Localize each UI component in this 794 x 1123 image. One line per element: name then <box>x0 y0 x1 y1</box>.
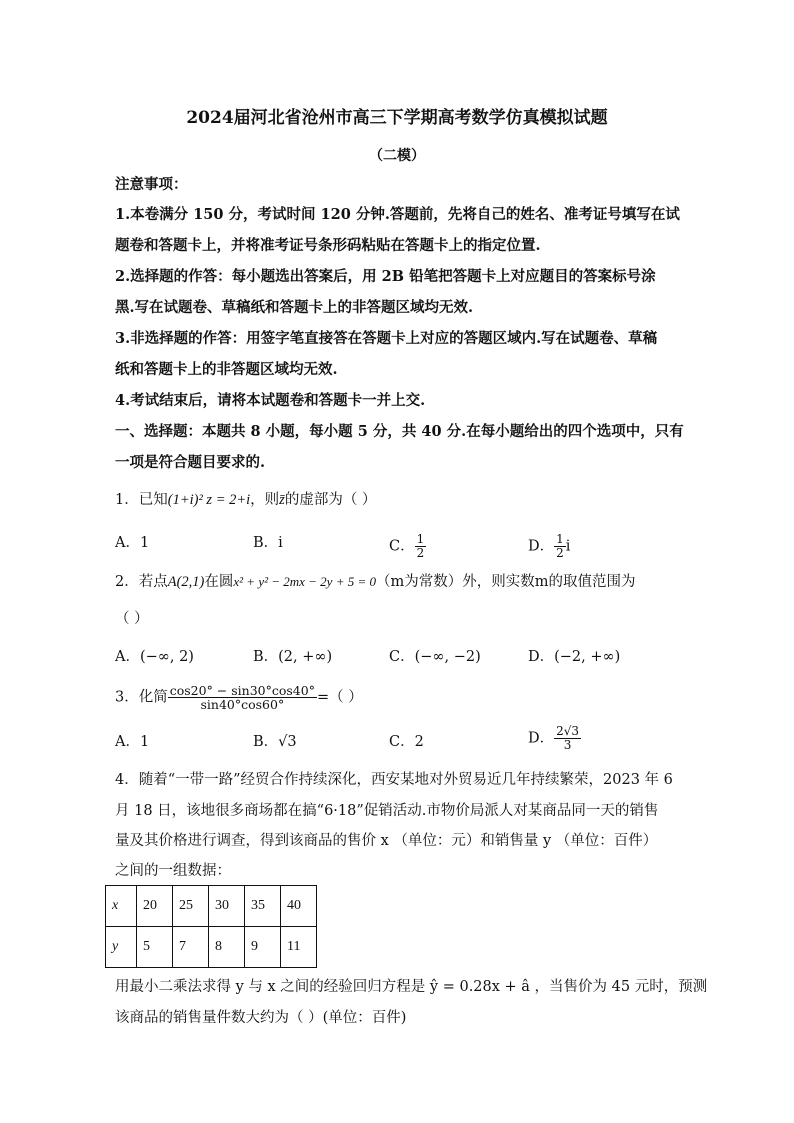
table-cell: 9 <box>245 927 281 968</box>
table-row <box>106 927 317 968</box>
table-cell: 30 <box>209 886 245 927</box>
fraction-numerator: 1 <box>556 532 564 546</box>
fraction-numerator: 1 <box>416 532 425 546</box>
q3-text: 3．化简 <box>115 689 168 706</box>
table-cell: 35 <box>245 886 281 927</box>
notice-line: 1.本卷满分 150 分，考试时间 120 分钟.答题前，先将自己的姓名、准考证号填写在试 <box>115 206 680 223</box>
notice-line: 4.考试结束后，请将本试题卷和答题卡一并上交. <box>115 392 426 409</box>
table-cell: 8 <box>209 927 245 968</box>
table-cell: 20 <box>137 886 173 927</box>
q1-conjugate: z̄ <box>279 492 285 508</box>
section-heading: 一、选择题：本题共 8 小题，每小题 5 分，共 40 分.在每小题给出的四个选项中，只有 <box>115 423 684 440</box>
q3-text: =（ ） <box>316 689 363 706</box>
page-title: 2024届河北省沧州市高三下学期高考数学仿真模拟试题 <box>186 108 608 128</box>
fraction-numerator: cos20° − sin30°cos40° <box>169 683 315 698</box>
q1-text: 的虚部为（ ） <box>284 492 377 508</box>
option-a: A．(−∞, 2) <box>115 649 194 665</box>
table-cell: 40 <box>281 886 317 927</box>
table-header-x: x <box>106 886 137 927</box>
q2-circle-equation: x² + y² − 2mx − 2y + 5 = 0 <box>233 574 377 589</box>
question-2 <box>115 572 690 592</box>
question-4-line: 月 18 日，该地很多商场都在搞“6·18”促销活动.市物价局派人对某商品同一天的销售 <box>115 803 659 819</box>
question-1 <box>115 490 690 510</box>
imaginary-unit: i <box>565 538 571 555</box>
page-subtitle: （二模） <box>369 148 425 164</box>
notice-line: 黑.写在试题卷、草稿纸和答题卡上的非答题区域均无效. <box>115 299 474 316</box>
fraction-denominator: 3 <box>563 738 572 752</box>
fraction <box>554 533 566 560</box>
option-a: A．1 <box>115 734 150 750</box>
option-d: D．(−2, +∞) <box>528 649 621 665</box>
fraction-denominator: 2 <box>556 546 564 560</box>
option-b: B．√3 <box>253 734 297 750</box>
question-4-line: 用最小二乘法求得 y 与 x 之间的经验回归方程是 ŷ = 0.28x + â ，当售价为 45 元时，预测 <box>115 979 708 995</box>
option-a: A．1 <box>115 535 150 551</box>
option-b: B．i <box>253 535 283 551</box>
q2-text: 2．若点 <box>115 574 168 590</box>
table-row <box>106 886 317 927</box>
option-c <box>389 533 426 560</box>
section-heading: 一项是符合题目要求的. <box>115 454 266 471</box>
notice-line: 3.非选择题的作答：用签字笔直接答在答题卡上对应的答题区域内.写在试题卷、草稿 <box>115 330 658 347</box>
table-cell: 25 <box>173 886 209 927</box>
q1-expression: (1+i)² z = 2+i <box>167 492 251 508</box>
table-cell: 11 <box>281 927 317 968</box>
question-4-line: 4．随着“一带一路”经贸合作持续深化，西安某地对外贸易近几年持续繁荣，2023 年 6 <box>115 772 673 788</box>
q1-text: 1．已知 <box>115 492 168 508</box>
q3-fraction <box>168 684 317 711</box>
notice-line: 2.选择题的作答：每小题选出答案后，用 2B 铅笔把答题卡上对应题目的答案标号涂 <box>115 268 656 285</box>
table-cell: 7 <box>173 927 209 968</box>
table-header-y: y <box>106 927 137 968</box>
question-3 <box>115 684 690 711</box>
option-c: C．(−∞, −2) <box>389 649 481 665</box>
q2-point: A(2,1) <box>167 574 205 590</box>
table-cell: 5 <box>137 927 173 968</box>
notice-heading: 注意事项： <box>115 176 188 193</box>
q2-text: （m为常数）外，则实数m的取值范围为 <box>376 574 636 590</box>
option-d <box>528 533 570 560</box>
option-letter: D． <box>528 538 555 555</box>
notice-line: 纸和答题卡上的非答题区域均无效. <box>115 361 338 378</box>
question-2-blank: （ ） <box>115 611 149 627</box>
option-letter: C． <box>389 538 415 555</box>
question-4-line: 之间的一组数据： <box>115 863 231 879</box>
option-d <box>528 725 581 752</box>
fraction-denominator: 2 <box>416 546 425 560</box>
notice-line: 题卷和答题卡上，并将准考证号条形码粘贴在答题卡上的指定位置. <box>115 237 541 254</box>
fraction <box>415 533 427 560</box>
fraction-numerator: 2√3 <box>556 724 580 738</box>
question-4-line: 量及其价格进行调查，得到该商品的售价 x （单位：元）和销售量 y （单位：百件） <box>115 833 658 849</box>
fraction-denominator: sin40°cos60° <box>200 697 285 712</box>
option-b: B．(2, +∞) <box>253 649 333 665</box>
data-table <box>105 885 317 968</box>
q2-text: 在圆 <box>204 574 234 590</box>
q1-text: ，则 <box>250 492 280 508</box>
option-letter: D． <box>528 730 555 747</box>
option-c: C．2 <box>389 734 424 750</box>
question-4-line: 该商品的销售量件数大约为（ ）(单位：百件) <box>115 1010 407 1026</box>
fraction <box>554 725 581 752</box>
